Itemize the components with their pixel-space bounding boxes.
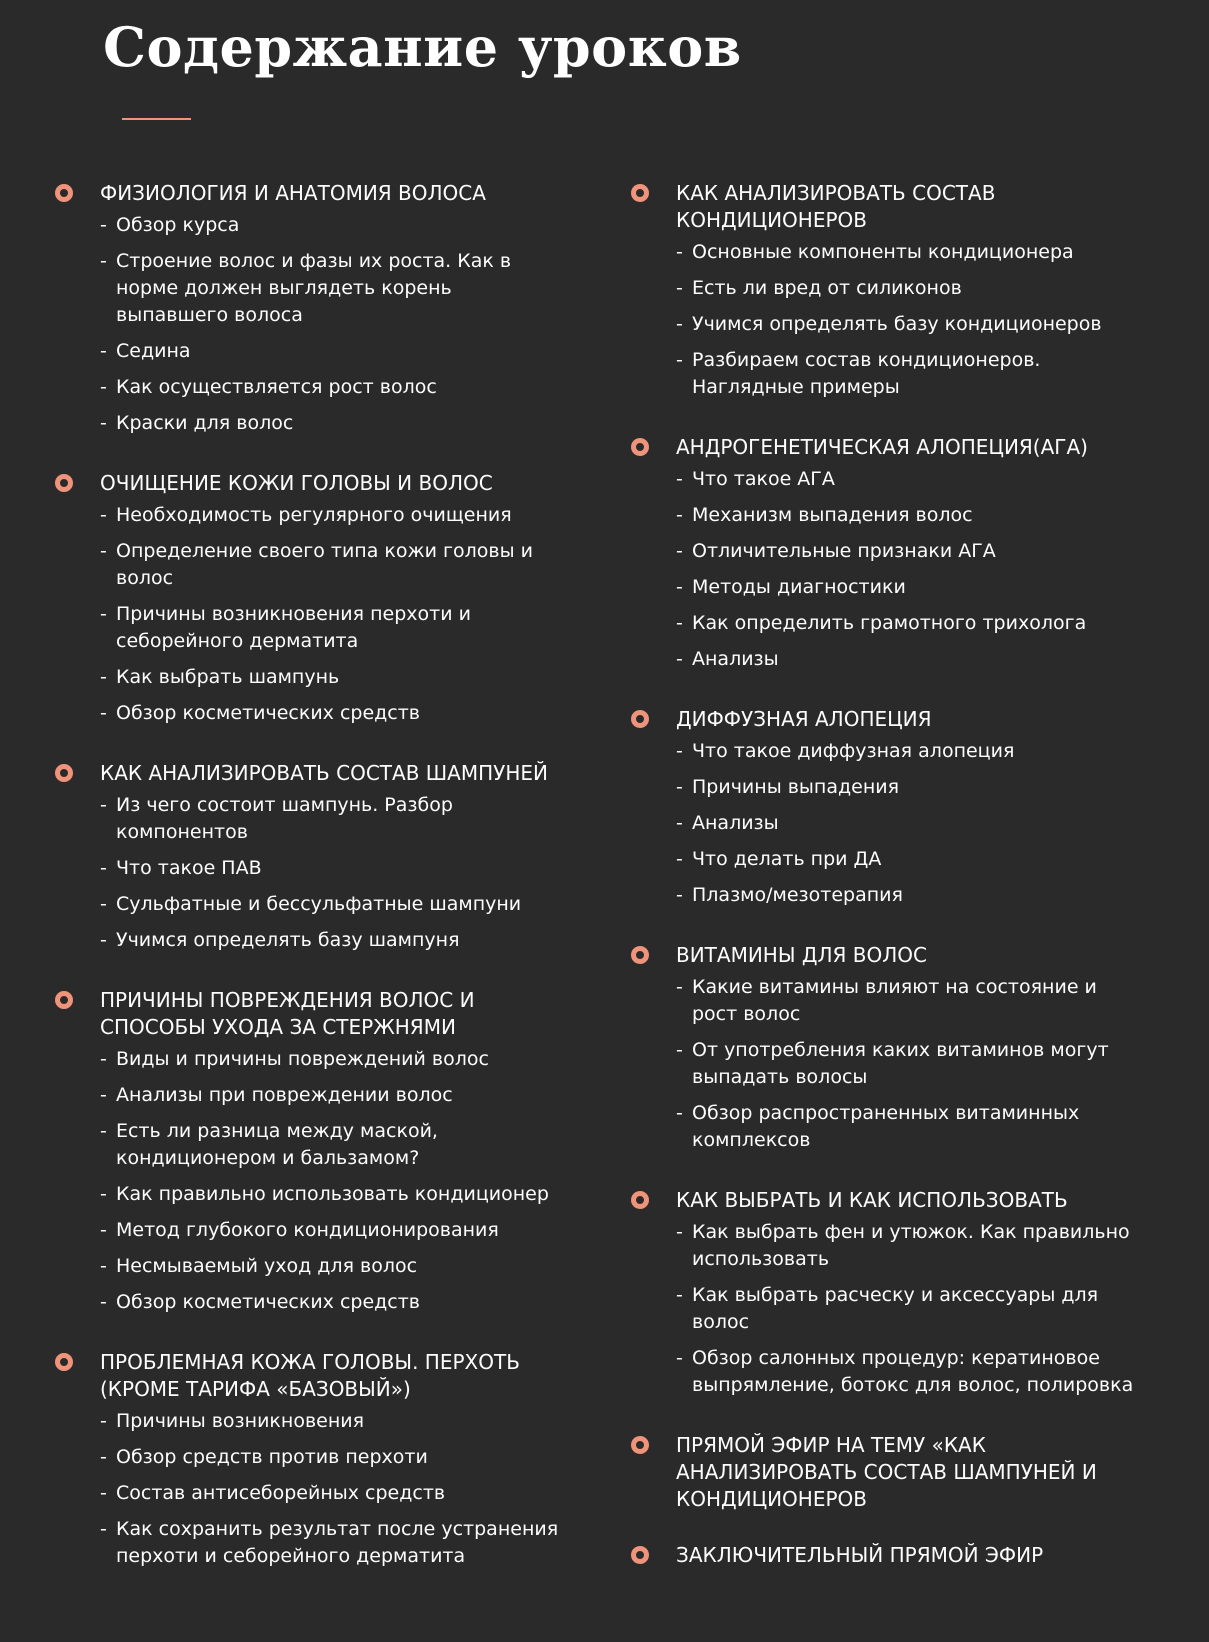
lesson-item <box>676 538 1141 565</box>
lesson-items-list <box>100 792 565 954</box>
lessons-column-left <box>55 180 565 1603</box>
bullet-ring-icon <box>631 438 649 456</box>
lesson-item <box>100 502 565 529</box>
lesson-item-text: Несмываемый уход для волос <box>116 1255 418 1277</box>
lesson-item <box>676 1219 1141 1273</box>
lesson-item <box>676 311 1141 338</box>
lesson-item-text: Что делать при ДА <box>692 848 882 870</box>
item-dash-marker: - <box>100 376 107 398</box>
lesson-item <box>676 738 1141 765</box>
lesson-item <box>100 1046 565 1073</box>
lesson-item-text: Обзор косметических средств <box>116 702 420 724</box>
lesson-section-body <box>676 434 1141 682</box>
bullet-ring-icon <box>55 1353 73 1371</box>
bullet-ring-icon <box>631 1546 649 1564</box>
item-dash-marker: - <box>100 1446 107 1468</box>
lesson-item <box>100 792 565 846</box>
lesson-item-text: Учимся определять базу кондиционеров <box>692 313 1102 335</box>
lesson-item-text: Из чего состоит шампунь. Разбор компонентов <box>116 794 453 843</box>
lesson-section <box>55 1349 565 1579</box>
bullet-ring-icon <box>631 1191 649 1209</box>
lesson-item-text: Обзор салонных процедур: кератиновое выпрямление, ботокс для волос, полировка <box>692 1347 1134 1396</box>
item-dash-marker: - <box>100 702 107 724</box>
lesson-item-text: Причины выпадения <box>692 776 900 798</box>
lesson-items-list <box>100 1046 565 1316</box>
item-dash-marker: - <box>100 540 107 562</box>
lesson-item-text: Какие витамины влияют на состояние и рост волос <box>692 976 1097 1025</box>
item-dash-marker: - <box>100 250 107 272</box>
lesson-item <box>100 700 565 727</box>
lesson-item-text: Как выбрать расческу и аксессуары для волос <box>692 1284 1099 1333</box>
lesson-item <box>676 239 1141 266</box>
lesson-section <box>631 942 1141 1163</box>
lesson-items-list <box>100 1408 565 1570</box>
lesson-item-text: Обзор средств против перхоти <box>116 1446 428 1468</box>
lesson-section <box>631 434 1141 682</box>
item-dash-marker: - <box>676 648 683 670</box>
lesson-item-text: Что такое диффузная алопеция <box>692 740 1015 762</box>
lesson-item <box>676 466 1141 493</box>
item-dash-marker: - <box>100 794 107 816</box>
item-dash-marker: - <box>100 666 107 688</box>
item-dash-marker: - <box>676 313 683 335</box>
lesson-item-text: Как осуществляется рост волос <box>116 376 437 398</box>
item-dash-marker: - <box>100 504 107 526</box>
item-dash-marker: - <box>676 241 683 263</box>
lesson-item-text: Учимся определять базу шампуня <box>116 929 460 951</box>
lesson-item-text: Сульфатные и бессульфатные шампуни <box>116 893 522 915</box>
item-dash-marker: - <box>676 812 683 834</box>
lesson-item <box>100 1444 565 1471</box>
lesson-section-body <box>676 180 1141 410</box>
item-dash-marker: - <box>100 1183 107 1205</box>
lesson-item-text: Причины возникновения перхоти и себорейного дерматита <box>116 603 471 652</box>
lesson-item <box>676 810 1141 837</box>
item-dash-marker: - <box>676 277 683 299</box>
lesson-section <box>55 470 565 736</box>
item-dash-marker: - <box>676 468 683 490</box>
lesson-item-text: Что такое ПАВ <box>116 857 262 879</box>
section-heading: ЗАКЛЮЧИТЕЛЬНЫЙ ПРЯМОЙ ЭФИР <box>676 1543 1044 1567</box>
lesson-item-text: Анализы при повреждении волос <box>116 1084 453 1106</box>
item-dash-marker: - <box>676 576 683 598</box>
lesson-section <box>631 706 1141 918</box>
lesson-item-text: Как правильно использовать кондиционер <box>116 1183 549 1205</box>
section-heading: ФИЗИОЛОГИЯ И АНАТОМИЯ ВОЛОСА <box>100 181 486 205</box>
lesson-items-list <box>676 239 1141 401</box>
lesson-item-text: Состав антисеборейных средств <box>116 1482 446 1504</box>
lesson-item <box>676 882 1141 909</box>
item-dash-marker: - <box>676 1039 683 1061</box>
lesson-item-text: Что такое АГА <box>692 468 835 490</box>
lesson-item <box>100 1118 565 1172</box>
lesson-item <box>100 1289 565 1316</box>
lesson-section <box>55 760 565 963</box>
lesson-item-text: Есть ли разница между маской, кондиционером и бальзамом? <box>116 1120 438 1169</box>
section-heading: ПРОБЛЕМНАЯ КОЖА ГОЛОВЫ. ПЕРХОТЬ (КРОМЕ ТАРИФА «БАЗОВЫЙ») <box>100 1350 520 1401</box>
lesson-item <box>100 664 565 691</box>
lesson-item <box>100 891 565 918</box>
lesson-item <box>100 1082 565 1109</box>
lesson-item <box>100 248 565 329</box>
lesson-item-text: Причины возникновения <box>116 1410 365 1432</box>
lesson-section-body <box>100 987 565 1325</box>
lesson-item <box>676 774 1141 801</box>
item-dash-marker: - <box>676 504 683 526</box>
lesson-section-body <box>100 760 565 963</box>
item-dash-marker: - <box>676 740 683 762</box>
lesson-item-text: Краски для волос <box>116 412 294 434</box>
title-accent-divider <box>122 118 191 120</box>
lesson-item-text: Как выбрать фен и утюжок. Как правильно использовать <box>692 1221 1130 1270</box>
lesson-item-text: Анализы <box>692 648 779 670</box>
bullet-ring-icon <box>631 184 649 202</box>
bullet-ring-icon <box>55 764 73 782</box>
lesson-item-text: Как сохранить результат после устранения перхоти и себорейного дерматита <box>116 1518 559 1567</box>
item-dash-marker: - <box>100 857 107 879</box>
lesson-item-text: Виды и причины повреждений волос <box>116 1048 489 1070</box>
lessons-column-right <box>631 180 1141 1603</box>
lesson-section <box>631 1187 1141 1408</box>
item-dash-marker: - <box>100 1410 107 1432</box>
item-dash-marker: - <box>676 349 683 371</box>
lesson-item <box>100 1480 565 1507</box>
lesson-item <box>676 275 1141 302</box>
lesson-item-text: Обзор косметических средств <box>116 1291 420 1313</box>
lesson-item-text: Основные компоненты кондиционера <box>692 241 1074 263</box>
section-heading: ПРИЧИНЫ ПОВРЕЖДЕНИЯ ВОЛОС И СПОСОБЫ УХОДА ЗА СТЕРЖНЯМИ <box>100 988 475 1039</box>
lesson-items-list <box>676 1219 1141 1399</box>
lesson-item <box>100 1253 565 1280</box>
bullet-ring-icon <box>55 184 73 202</box>
lesson-item <box>100 601 565 655</box>
lesson-item-text: Плазмо/мезотерапия <box>692 884 903 906</box>
item-dash-marker: - <box>676 776 683 798</box>
lessons-columns <box>0 180 1209 1603</box>
item-dash-marker: - <box>100 340 107 362</box>
item-dash-marker: - <box>100 214 107 236</box>
item-dash-marker: - <box>100 893 107 915</box>
item-dash-marker: - <box>676 884 683 906</box>
item-dash-marker: - <box>100 1219 107 1241</box>
lesson-item <box>100 538 565 592</box>
lesson-items-list <box>676 738 1141 909</box>
lesson-item-text: Механизм выпадения волос <box>692 504 973 526</box>
item-dash-marker: - <box>676 540 683 562</box>
section-heading: АНДРОГЕНЕТИЧЕСКАЯ АЛОПЕЦИЯ(АГА) <box>676 435 1088 459</box>
section-heading: КАК АНАЛИЗИРОВАТЬ СОСТАВ КОНДИЦИОНЕРОВ <box>676 181 996 232</box>
lesson-item-text: Необходимость регулярного очищения <box>116 504 512 526</box>
lesson-item <box>100 1181 565 1208</box>
section-heading: ОЧИЩЕНИЕ КОЖИ ГОЛОВЫ И ВОЛОС <box>100 471 493 495</box>
lesson-item <box>100 410 565 437</box>
lesson-item <box>100 212 565 239</box>
item-dash-marker: - <box>100 1048 107 1070</box>
section-heading: ПРЯМОЙ ЭФИР НА ТЕМУ «КАК АНАЛИЗИРОВАТЬ СОСТАВ ШАМПУНЕЙ И КОНДИЦИОНЕРОВ <box>676 1433 1097 1511</box>
lesson-item <box>676 1345 1141 1399</box>
item-dash-marker: - <box>676 1102 683 1124</box>
lesson-section <box>55 987 565 1325</box>
lesson-item-text: Как определить грамотного трихолога <box>692 612 1087 634</box>
lesson-item <box>676 1037 1141 1091</box>
lesson-item <box>676 646 1141 673</box>
lesson-item-text: Определение своего типа кожи головы и волос <box>116 540 533 589</box>
lesson-item <box>676 1282 1141 1336</box>
lesson-item <box>100 338 565 365</box>
lesson-item-text: Метод глубокого кондиционирования <box>116 1219 499 1241</box>
lesson-item-text: Отличительные признаки АГА <box>692 540 996 562</box>
lesson-item-text: Строение волос и фазы их роста. Как в норме должен выглядеть корень выпавшего волоса <box>116 250 512 326</box>
lesson-item <box>676 846 1141 873</box>
item-dash-marker: - <box>100 1120 107 1142</box>
lesson-section-body <box>100 180 565 446</box>
bullet-ring-icon <box>55 991 73 1009</box>
lesson-item-text: От употребления каких витаминов могут выпадать волосы <box>692 1039 1109 1088</box>
item-dash-marker: - <box>100 603 107 625</box>
item-dash-marker: - <box>676 1347 683 1369</box>
page-title: Содержание уроков <box>103 15 742 79</box>
item-dash-marker: - <box>676 848 683 870</box>
lesson-items-list <box>676 466 1141 673</box>
lesson-section-body <box>100 1349 565 1579</box>
bullet-ring-icon <box>55 474 73 492</box>
lesson-item-text: Обзор распространенных витаминных комплексов <box>692 1102 1080 1151</box>
lesson-item <box>100 1408 565 1435</box>
lesson-section-body <box>100 470 565 736</box>
item-dash-marker: - <box>100 1482 107 1504</box>
item-dash-marker: - <box>100 929 107 951</box>
lesson-item <box>676 610 1141 637</box>
lesson-item-text: Седина <box>116 340 191 362</box>
lesson-section <box>631 1432 1141 1518</box>
lesson-items-list <box>100 212 565 437</box>
item-dash-marker: - <box>676 1284 683 1306</box>
lesson-items-list <box>676 974 1141 1154</box>
lesson-section-body <box>676 1187 1141 1408</box>
lesson-item <box>100 1217 565 1244</box>
lesson-item-text: Анализы <box>692 812 779 834</box>
item-dash-marker: - <box>676 976 683 998</box>
lesson-item <box>676 347 1141 401</box>
lesson-section-body <box>676 942 1141 1163</box>
bullet-ring-icon <box>631 710 649 728</box>
lesson-section-body <box>676 706 1141 918</box>
lesson-item <box>676 974 1141 1028</box>
item-dash-marker: - <box>100 1518 107 1540</box>
lesson-item <box>676 1100 1141 1154</box>
lesson-item <box>676 502 1141 529</box>
item-dash-marker: - <box>100 1255 107 1277</box>
lesson-section-body <box>676 1432 1141 1518</box>
bullet-ring-icon <box>631 1436 649 1454</box>
lesson-item <box>100 374 565 401</box>
lesson-item <box>100 1516 565 1570</box>
lesson-section <box>55 180 565 446</box>
lesson-section <box>631 1542 1141 1574</box>
section-heading: КАК ВЫБРАТЬ И КАК ИСПОЛЬЗОВАТЬ <box>676 1188 1068 1212</box>
item-dash-marker: - <box>100 412 107 434</box>
lesson-items-list <box>100 502 565 727</box>
lesson-item <box>100 927 565 954</box>
section-heading: КАК АНАЛИЗИРОВАТЬ СОСТАВ ШАМПУНЕЙ <box>100 761 548 785</box>
lesson-section-body <box>676 1542 1141 1574</box>
item-dash-marker: - <box>100 1084 107 1106</box>
lesson-item-text: Разбираем состав кондиционеров. Наглядные примеры <box>692 349 1041 398</box>
section-heading: ВИТАМИНЫ ДЛЯ ВОЛОС <box>676 943 927 967</box>
section-heading: ДИФФУЗНАЯ АЛОПЕЦИЯ <box>676 707 932 731</box>
bullet-ring-icon <box>631 946 649 964</box>
item-dash-marker: - <box>100 1291 107 1313</box>
lesson-item <box>676 574 1141 601</box>
item-dash-marker: - <box>676 1221 683 1243</box>
lesson-section <box>631 180 1141 410</box>
item-dash-marker: - <box>676 612 683 634</box>
lesson-item-text: Методы диагностики <box>692 576 906 598</box>
lesson-item <box>100 855 565 882</box>
lesson-item-text: Обзор курса <box>116 214 240 236</box>
lesson-item-text: Как выбрать шампунь <box>116 666 340 688</box>
lesson-item-text: Есть ли вред от силиконов <box>692 277 962 299</box>
